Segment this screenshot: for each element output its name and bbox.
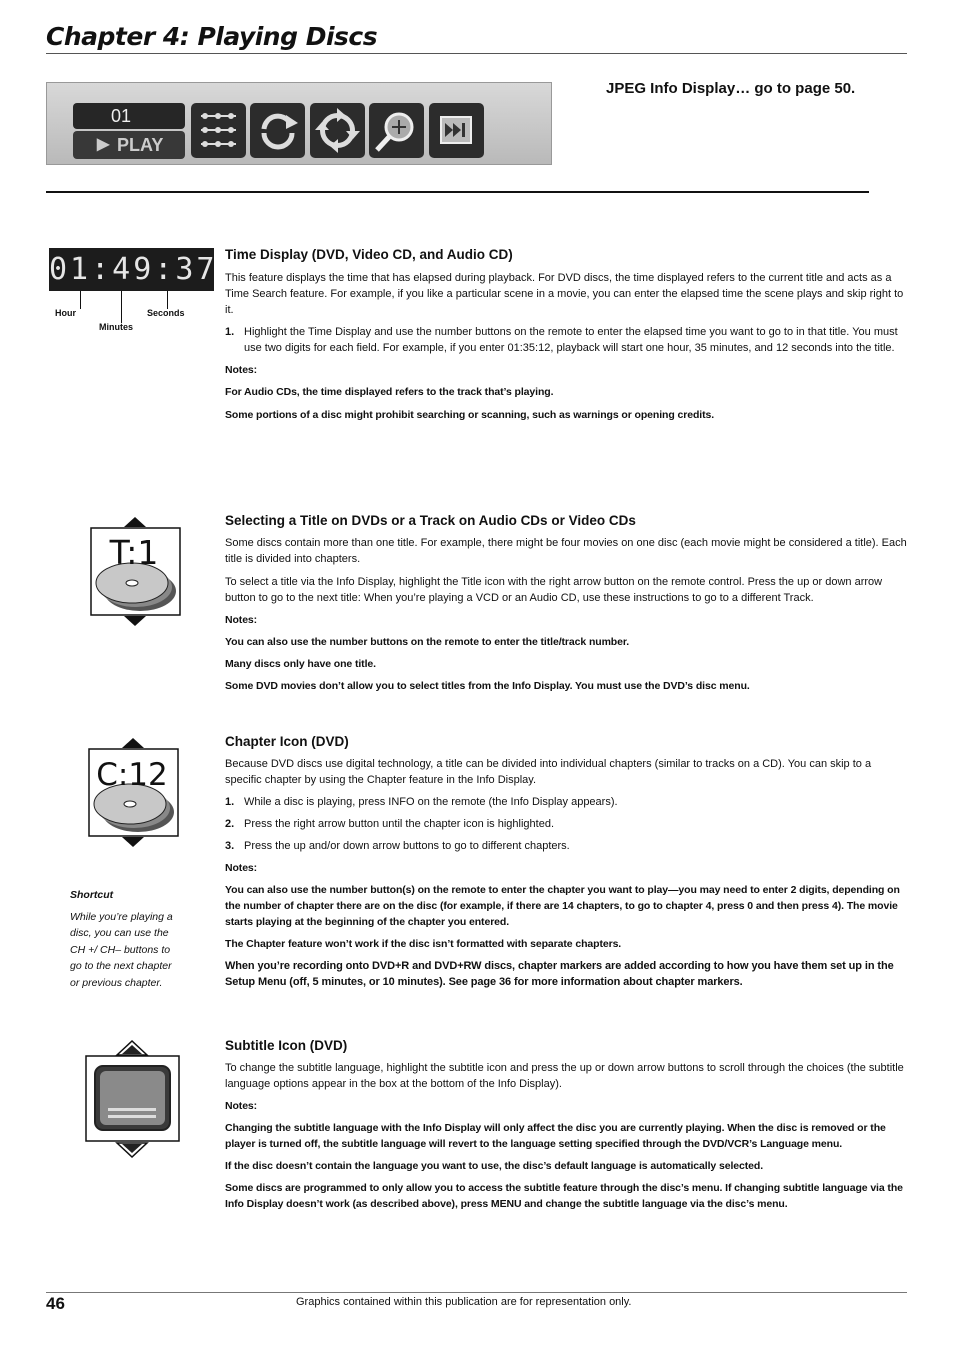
section-heading: Chapter Icon (DVD) <box>225 734 349 749</box>
info-display-bar <box>46 82 552 165</box>
step-number: 2. <box>225 818 235 830</box>
step-number: 1. <box>225 796 235 808</box>
shortcut-tip <box>70 887 173 991</box>
hour-label: Hour <box>55 308 76 318</box>
note: When you’re recording onto DVD+R and DVD+RW discs, chapter markers are added according to how you have them set up in the Setup Menu (off, 5 minutes, or 10 minutes). See page 36 for more information about chapter markers. <box>225 960 894 988</box>
notes-label: Notes: <box>225 1100 258 1112</box>
title-number-readout: 01 <box>73 103 185 129</box>
bookmark-icon <box>191 103 246 158</box>
page-number: 46 <box>46 1294 65 1313</box>
hour-tick <box>80 291 81 309</box>
note: Some portions of a disc might prohibit searching or scanning, such as warnings or opening credits. <box>225 409 715 421</box>
header-rule <box>46 53 907 54</box>
minutes-label: Minutes <box>99 322 134 332</box>
notes-label: Notes: <box>225 614 258 626</box>
section-heading: Time Display (DVD, Video CD, and Audio CD) <box>225 247 513 262</box>
footer-rule <box>46 1292 907 1293</box>
paragraph: Because DVD discs use digital technology, a title can be divided into individual chapters (similar to tracks on a CD). You can skip to a specific chapter by using the Chapter feature in the Info Display. <box>225 758 872 786</box>
paragraph: To select a title via the Info Display, highlight the Title icon with the right arrow button on the remote control. Press the up or down arrow button to go to the next title: When you’re playing a VCD or an Audio CD, use these instructions to go to a different Track. <box>225 576 883 604</box>
section-rule <box>46 191 869 193</box>
step-text: Highlight the Time Display and use the number buttons on the remote to enter the elapsed time you want to go to in that title. You must use two digits for each field. For example, if you enter 01:35:12, playback will start one hour, 35 minutes, and 12 seconds into the title. <box>244 326 898 354</box>
note: Changing the subtitle language with the Info Display will only affect the disc you are currently playing. When the disc is removed or the player is turned off, the subtitle language will revert to the language setting specified through the DVD/VCR’s Language menu. <box>225 1122 886 1150</box>
chapter-section <box>225 734 907 990</box>
shortcut-title: Shortcut <box>70 889 114 901</box>
section-heading: Subtitle Icon (DVD) <box>225 1038 348 1053</box>
shortcut-line: or previous chapter. <box>70 976 163 989</box>
note: Some DVD movies don’t allow you to select titles from the Info Display. You must use the DVD’s disc menu. <box>225 680 750 692</box>
note: If the disc doesn’t contain the language you want to use, the disc’s default language is automatically selected. <box>225 1160 764 1172</box>
step-text: While a disc is playing, press INFO on the remote (the Info Display appears). <box>244 796 618 808</box>
paragraph: To change the subtitle language, highlight the subtitle icon and press the up or down arrow buttons to scroll through the choices (the subtitle language options appear in the box at the bottom of the Info Display). <box>225 1062 904 1090</box>
list-item <box>225 794 907 810</box>
shortcut-line: disc, you can use the <box>70 927 169 939</box>
note: Many discs only have one title. <box>225 658 376 670</box>
paragraph: Some discs contain more than one title. For example, there might be four movies on one disc (each movie might be considered a title). Each title is divided into chapters. <box>225 537 907 565</box>
step-number: 3. <box>225 840 235 852</box>
subtitle-section <box>225 1038 907 1212</box>
play-status <box>73 131 185 159</box>
time-display-readout: 01:49:37 <box>49 248 214 291</box>
shortcut-line: While you’re playing a <box>70 910 173 923</box>
time-display-section <box>225 247 907 423</box>
subtitle-icon <box>85 1040 180 1158</box>
paragraph: This feature displays the time that has elapsed during playback. For DVD discs, the time displayed refers to the current title and acts as a Time Search feature. For example, if you like a particular scene in a movie, you can enter the elapsed time the scene plays and skip right to it. <box>225 272 904 316</box>
chapter-icon-label: C:12 <box>96 757 168 793</box>
note: The Chapter feature won’t work if the disc isn’t formatted with separate chapters. <box>225 938 622 950</box>
shortcut-line: CH +/ CH– buttons to <box>70 943 171 956</box>
seconds-tick <box>167 291 168 309</box>
notes-label: Notes: <box>225 862 258 874</box>
list-item <box>225 838 907 854</box>
play-status-label: PLAY <box>117 135 164 155</box>
list-item <box>225 816 907 832</box>
footer-disclaimer: Graphics contained within this publication are for representation only. <box>296 1296 632 1308</box>
step-text: Press the right arrow button until the chapter icon is highlighted. <box>244 818 555 830</box>
list-item <box>225 324 907 356</box>
seconds-label: Seconds <box>147 308 185 318</box>
chapter-icon <box>86 736 181 849</box>
title-section <box>225 513 907 694</box>
shortcut-line: go to the next chapter <box>70 960 172 972</box>
page-title: Chapter 4: Playing Discs <box>46 22 378 51</box>
note: You can also use the number buttons on the remote to enter the title/track number. <box>225 636 630 648</box>
title-icon <box>88 515 183 628</box>
step-number: 1. <box>225 326 235 338</box>
note: For Audio CDs, the time displayed refers to the track that’s playing. <box>225 386 554 398</box>
repeat-icon <box>250 103 305 158</box>
note: You can also use the number button(s) on the remote to enter the chapter you want to play—you may need to enter 2 digits, depending on the number of chapter there are on the disc (for example, if there are 14 chapters, to go to chapter 4, press 0 and then press 4). The movie starts playing at the beginning of the chapter you entered. <box>225 884 900 928</box>
slide-show-icon <box>429 103 484 158</box>
notes-label: Notes: <box>225 364 258 376</box>
note: Some discs are programmed to only allow you to access the subtitle feature through the disc’s menu. If changing subtitle language via the Info Display doesn’t work (as described above), press MENU and change the subtitle language via the disc’s menu. <box>225 1182 903 1210</box>
title-icon-label: T:1 <box>109 533 159 572</box>
section-heading: Selecting a Title on DVDs or a Track on Audio CDs or Video CDs <box>225 513 636 528</box>
step-text: Press the up and/or down arrow buttons to go to different chapters. <box>244 840 570 852</box>
minutes-tick <box>121 291 122 323</box>
zoom-icon <box>369 103 424 158</box>
repeat-all-icon <box>310 103 365 158</box>
jpeg-info-reference: JPEG Info Display… go to page 50. <box>606 80 856 97</box>
